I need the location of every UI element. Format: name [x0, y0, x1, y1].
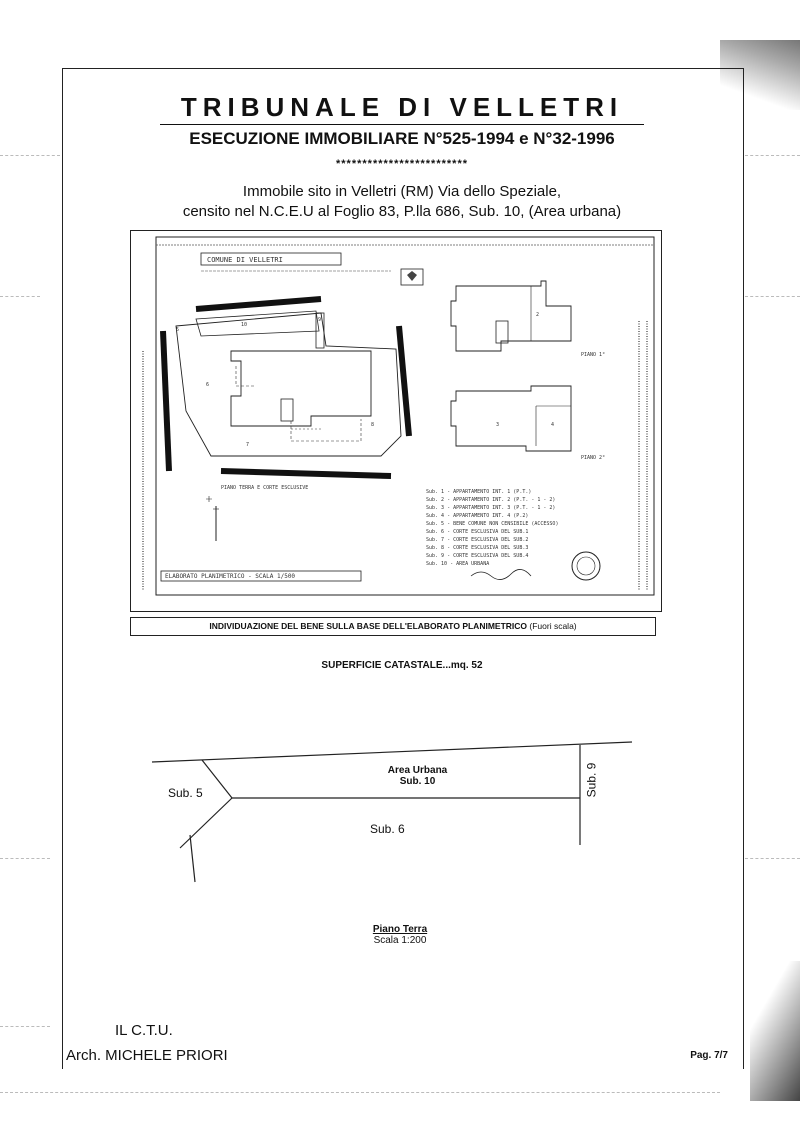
area-urbana-text: Area Urbana — [387, 765, 448, 776]
svg-text:4: 4 — [551, 422, 555, 428]
legend-item: Sub. 4 - APPARTAMENTO INT. 4 (P.2) — [426, 513, 529, 519]
separator: ************************* — [335, 158, 469, 170]
sub10-text: Sub. 10 — [399, 776, 436, 787]
sketch-boundary-left — [190, 835, 195, 882]
piano-terra-caption — [300, 924, 500, 946]
svg-text:10: 10 — [241, 322, 248, 328]
description-line-2: censito nel N.C.E.U al Foglio 83, P.lla 686, Sub. 10, (Area urbana) — [182, 203, 622, 220]
description-line-1: Immobile sito in Velletri (RM) Via dello Speziale, — [242, 183, 562, 200]
page-number: Pag. 7/7 — [690, 1050, 728, 1061]
svg-text:9: 9 — [318, 317, 322, 323]
sub5-label: Sub. 5 — [168, 786, 203, 800]
sketch-boundary-sub5-bottom — [180, 798, 232, 848]
svg-text:3: 3 — [496, 422, 500, 428]
architect-name: Arch. MICHELE PRIORI — [66, 1047, 228, 1064]
document-title: TRIBUNALE DI VELLETRI — [180, 92, 624, 122]
legend-item: Sub. 1 - APPARTAMENTO INT. 1 (P.T.) — [426, 489, 532, 495]
piano-terra-scale: Scala 1:200 — [373, 935, 427, 946]
svg-text:7: 7 — [246, 442, 250, 448]
legend-item: Sub. 3 - APPARTAMENTO INT. 3 (P.T. - 1 - 2) — [426, 505, 556, 511]
svg-text:2: 2 — [536, 312, 540, 318]
legend-item: Sub. 9 - CORTE ESCLUSIVA DEL SUB.4 — [426, 553, 529, 559]
piano-terra-title: Piano Terra — [372, 924, 428, 935]
caption-note: (Fuori scala) — [529, 621, 577, 631]
caption-main: INDIVIDUAZIONE DEL BENE SULLA BASE DELL'ELABORATO PLANIMETRICO — [209, 621, 528, 631]
legend-item: Sub. 5 - BENE COMUNE NON CENSIBILE (ACCESSO) — [426, 521, 559, 527]
elaborato-label: ELABORATO PLANIMETRICO - SCALA 1/500 — [165, 573, 296, 580]
sub6-label: Sub. 6 — [370, 822, 405, 836]
cadastral-surface: SUPERFICIE CATASTALE...mq. 52 — [321, 660, 483, 671]
legend-item: Sub. 7 - CORTE ESCLUSIVA DEL SUB.2 — [426, 537, 529, 543]
document-subtitle: ESECUZIONE IMMOBILIARE N°525-1994 e N°32-1996 — [189, 129, 615, 148]
sub9-label: Sub. 9 — [584, 762, 599, 798]
legend-item: Sub. 6 - CORTE ESCLUSIVA DEL SUB.1 — [426, 529, 529, 535]
legend-item: Sub. 8 - CORTE ESCLUSIVA DEL SUB.3 — [426, 545, 529, 551]
piano-terra-label: PIANO TERRA E CORTE ESCLUSIVE — [221, 485, 309, 491]
sketch-boundary-sub5-top — [202, 760, 232, 798]
svg-text:5: 5 — [176, 327, 180, 333]
legend-item: Sub. 2 - APPARTAMENTO INT. 2 (P.T. - 1 - 2) — [426, 497, 556, 503]
area-urbana-label — [370, 765, 465, 787]
piano-2-label: PIANO 2° — [581, 455, 606, 461]
svg-text:8: 8 — [371, 422, 375, 428]
legend-item: Sub. 10 - AREA URBANA — [426, 561, 490, 567]
sketch-boundary-top — [152, 742, 632, 762]
comune-label: COMUNE DI VELLETRI — [207, 256, 283, 264]
ctu-label: IL C.T.U. — [115, 1022, 173, 1039]
svg-text:6: 6 — [206, 382, 210, 388]
piano-1-label: PIANO 1° — [581, 352, 606, 358]
